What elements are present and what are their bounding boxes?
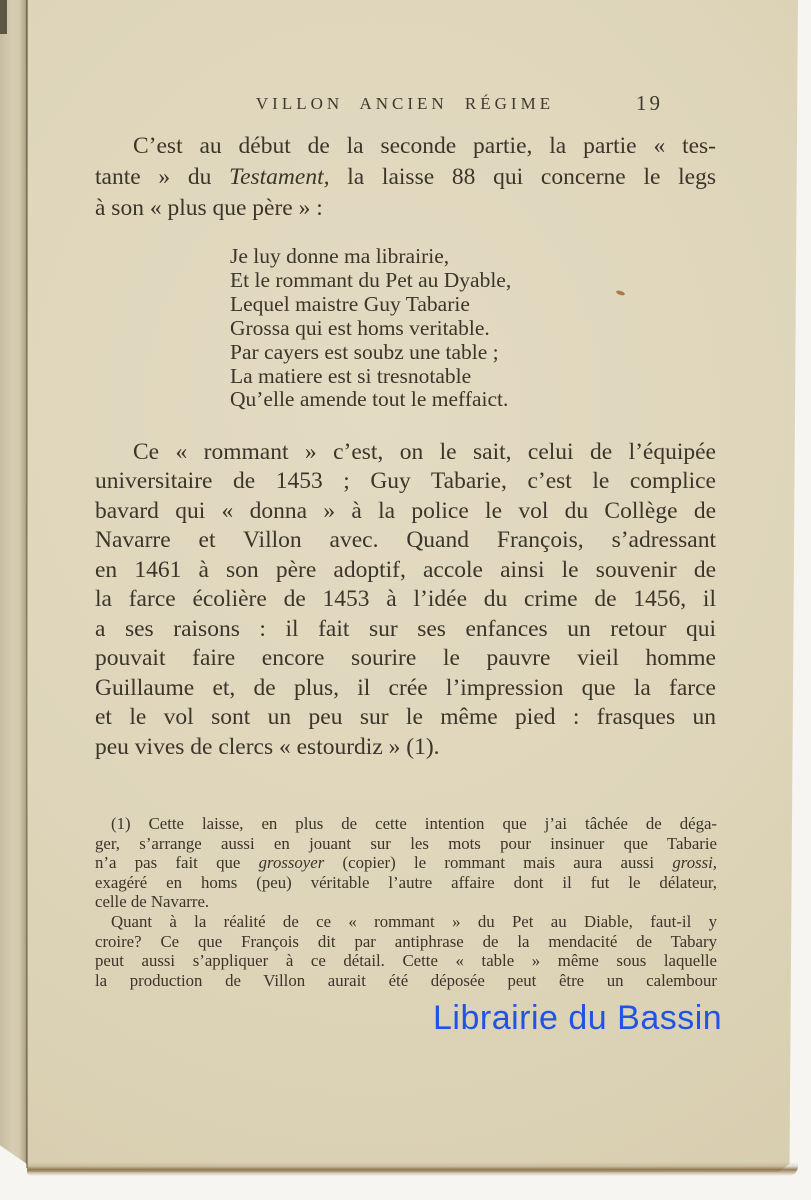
watermark-text: Librairie du Bassin [433,999,723,1037]
verse-line: Qu’elle amende tout le meffaict. [230,387,509,412]
footnote-line: (1) Cette laisse, en plus de cette intention que j’ai tâchée de déga- [111,814,717,833]
text-line [95,162,716,193]
footnote-line: la production de Villon aurait été déposée peut être un calembour [95,970,717,990]
text-line: bavard qui « donna » à la police le vol du Collège de [95,497,716,524]
page-number: 19 [636,91,663,115]
verse-line: Je luy donne ma librairie, [230,244,450,268]
verse-line: Par cayers est soubz une table ; [230,339,499,364]
paragraph-main [95,438,716,762]
footnote-line: ger, s’arrange aussi en jouant sur les mots pour insinuer que Tabarie [95,833,717,853]
footnote-line: exagéré en homs (peu) véritable l’autre affaire dont il fut le délateur, [95,872,717,892]
text-line: a ses raisons : il fait sur ses enfances un retour qui [95,615,716,642]
text-segment-italic: grossoyer [258,853,325,873]
text-line: la farce écolière de 1453 à l’idée du crime de 1456, il [95,586,716,613]
book-gutter [0,0,27,1164]
binding-shadow [0,0,7,34]
text-line: Navarre et Villon avec. Quand François, s’adressant [95,527,716,554]
text-line: en 1461 à son père adoptif, accole ainsi le souvenir de [95,556,716,583]
text-segment: n’a pas fait que [95,853,259,873]
paragraph-intro [95,131,716,224]
footnote-line [95,853,717,873]
page-bottom-deckle-edge [27,1162,798,1176]
text-line: C’est au début de la seconde partie, la partie « tes- [133,133,716,159]
footnote-line: croire? Ce que François dit par antiphrase de la mendacité de Tabary [95,931,717,951]
verse-line: Et le rommant du Pet au Dyable, [230,267,512,292]
text-line: et le vol sont un peu sur le même pied : frasques un [95,704,716,731]
verse-quotation [230,245,511,412]
text-line: Guillaume et, de plus, il crée l’impression que la farce [95,674,716,701]
footnote-line: Quant à la réalité de ce « rommant » du Pet au Diable, faut-il y [111,911,717,931]
text-segment: (copier) le rommant mais aura aussi [324,853,673,873]
verse-line: Lequel maistre Guy Tabarie [230,291,470,316]
text-segment-italic: grossi, [672,853,717,873]
text-line: peu vives de clercs « estourdiz » (1). [95,733,440,760]
footnote [95,814,717,990]
text-segment-italic: Testament, [229,164,330,190]
text-segment: tante » du [95,164,230,190]
text-line: Ce « rommant » c’est, on le sait, celui de l’équipée [133,439,716,465]
gutter-fold-line [26,0,28,1168]
text-line: à son « plus que père » : [95,195,323,221]
verse-line: La matiere est si tresnotable [230,363,472,388]
running-header [95,91,715,122]
footnote-line: celle de Navarre. [95,892,210,912]
footnote-line: peut aussi s’appliquer à ce détail. Cette « table » même sous laquelle [95,951,717,971]
running-header-title: VILLON ANCIEN RÉGIME [255,94,555,113]
verse-line: Grossa qui est homs veritable. [230,315,490,340]
text-segment: la laisse 88 qui concerne le legs [329,164,717,190]
text-line: universitaire de 1453 ; Guy Tabarie, c’est le complice [95,468,716,495]
text-line: pouvait faire encore sourire le pauvre vieil homme [95,645,716,672]
